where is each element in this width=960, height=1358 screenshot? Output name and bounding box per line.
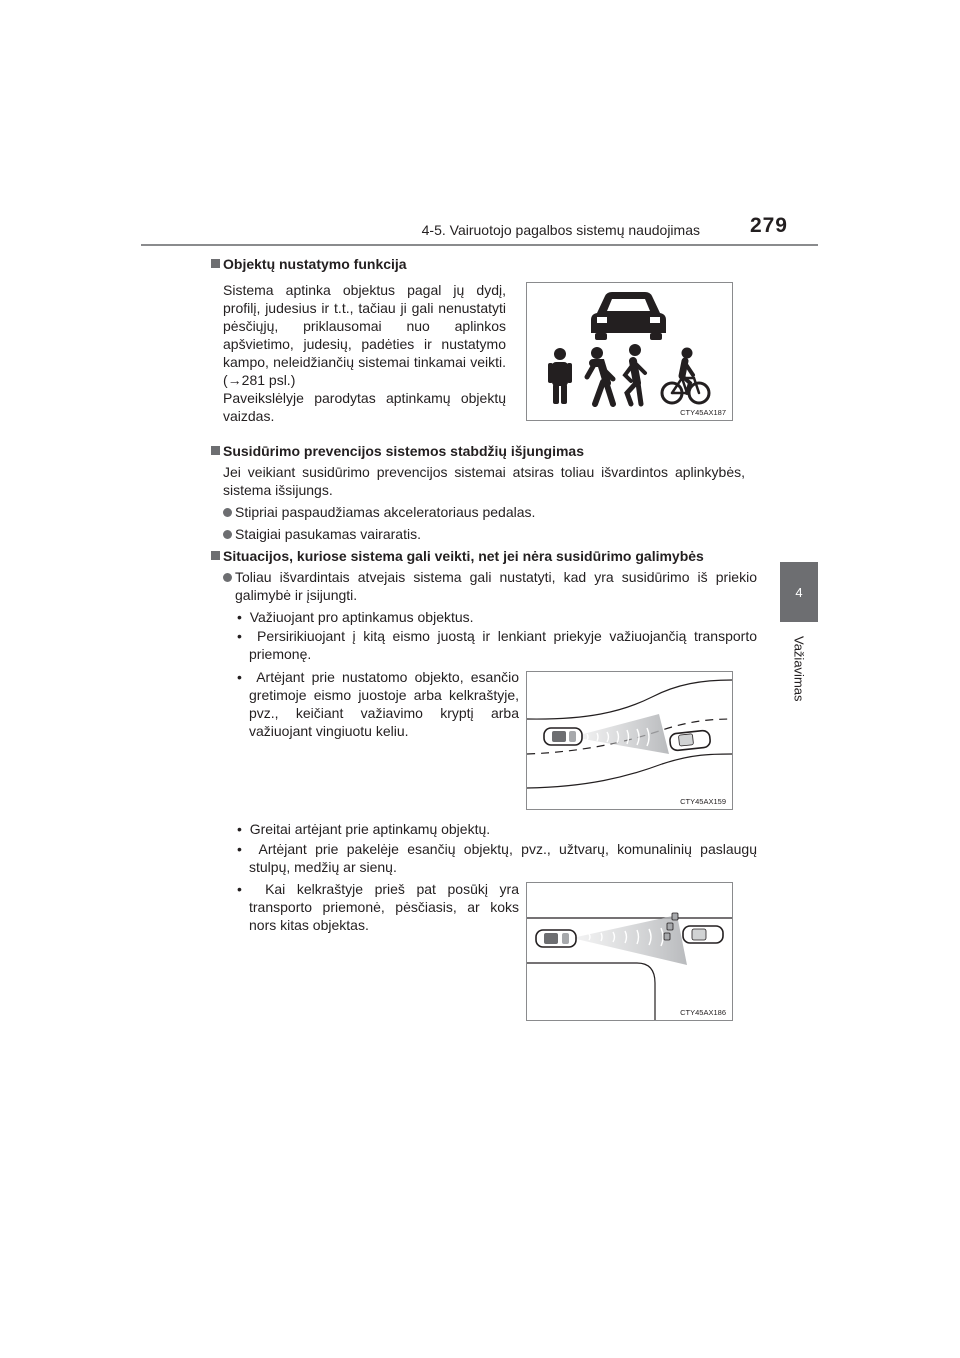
chapter-number: 4 — [795, 584, 803, 600]
sub-list-item — [237, 820, 757, 838]
figure-code: CTY45AX186 — [680, 1008, 726, 1017]
sub-list-item — [237, 840, 757, 876]
detection-description: Sistema aptinka objektus pagal jų dydį, profilį, judesius ir t.t., tačiau ji gali nenustatyti pėsčiųjų, priklausomai nuo aplinkos apšvietimo, judesių, padėties ir nustatymo kampo, neleidžiančių sistemai tinkamai veikti. (→281 psl.) — [223, 282, 506, 388]
figure-turn-with-roadside-object — [526, 882, 733, 1021]
cyclist-icon — [662, 348, 709, 404]
dot-bullet: • — [237, 841, 242, 857]
list-item-text: Stipriai paspaudžiamas akceleratoriaus pedalas. — [235, 504, 536, 520]
list-item — [223, 525, 745, 543]
section-heading-text: Susidūrimo prevencijos sistemos stabdžių išjungimas — [223, 443, 584, 459]
sub-list-item-text: Artėjant prie pakelėje esančių objektų, pvz., užtvarų, komunalinių paslaugų stulpų, medžių ar sienų. — [249, 841, 757, 875]
chapter-tab — [780, 562, 818, 622]
figure-curved-road — [526, 671, 733, 810]
own-vehicle-icon — [536, 930, 576, 947]
car-front-icon — [591, 292, 666, 340]
figure-caption-text: Paveikslėlyje parodytas aptinkamų objektų vaizdas. — [223, 390, 506, 424]
page-number: 279 — [749, 214, 788, 237]
round-bullet-icon — [223, 573, 232, 582]
figure-code: CTY45AX187 — [680, 408, 726, 417]
dot-bullet: • — [237, 628, 242, 644]
pedestrian-walking-icon — [587, 347, 613, 404]
sub-list-item-text: Artėjant prie nustatomo objekto, esančio gretimoje eismo juostoje arba kelkraštyje, pvz., keičiant važiavimo kryptį arba važiuojant vingiuotu keliu. — [249, 669, 519, 739]
figure-code: CTY45AX159 — [680, 797, 726, 806]
header-divider — [141, 244, 818, 246]
sub-list-item-text: Greitai artėjant prie aptinkamų objektų. — [249, 821, 491, 837]
dot-bullet: • — [237, 669, 242, 685]
other-vehicle-icon — [683, 926, 723, 943]
road-edge-bottom — [527, 754, 732, 788]
square-bullet-icon — [211, 446, 220, 455]
turn-illustration — [527, 883, 732, 1020]
sub-list-item — [237, 627, 757, 663]
figure-detectable-objects — [526, 282, 733, 421]
road-corner — [527, 963, 655, 1020]
sub-list-item-text: Kai kelkraštyje prieš pat posūkį yra transporto priemonė, pėsčiasis, ar koks nors kitas objektas. — [249, 881, 520, 933]
sub-list-item — [237, 880, 519, 934]
section-heading-text: Situacijos, kuriose sistema gali veikti, net jei nėra susidūrimo galimybės — [223, 548, 704, 564]
other-vehicle-icon — [669, 730, 711, 751]
dot-bullet: • — [237, 881, 242, 897]
pedestrian-running-icon — [625, 344, 645, 404]
running-header: 4-5. Vairuotojo pagalbos sistemų naudojimas — [421, 222, 700, 238]
brake-cancel-description: Jei veikiant susidūrimo prevencijos sistemai atsiras toliau išvardintos aplinkybės, sistema išsijungs. — [223, 464, 745, 498]
chapter-label: Važiavimas — [791, 636, 807, 702]
road-edge-top — [527, 680, 732, 719]
sub-list-item-text: Važiuojant pro aptinkamus objektus. — [249, 609, 474, 625]
detectable-objects-illustration — [527, 283, 732, 420]
round-bullet-icon — [223, 530, 232, 539]
section-heading-object-detection — [211, 255, 407, 273]
sub-list-item — [237, 608, 757, 626]
section-heading-false-activation — [211, 547, 704, 565]
square-bullet-icon — [211, 551, 220, 560]
dot-bullet: • — [237, 821, 242, 837]
dot-bullet: • — [237, 609, 242, 625]
sub-list-item-text: Persirikiuojant į kitą eismo juostą ir lenkiant priekyje važiuojančią transporto priemonę. — [249, 628, 758, 662]
list-item-text: Staigiai pasukamas vairaratis. — [235, 526, 421, 542]
section-heading-brake-cancel — [211, 442, 584, 460]
round-bullet-icon — [223, 508, 232, 517]
pedestrian-standing-icon — [548, 348, 572, 404]
sub-list-item — [237, 668, 519, 740]
list-item-text: Toliau išvardintais atvejais sistema gali nustatyti, kad yra susidūrimo iš priekio galimybė ir įsijungti. — [235, 569, 757, 603]
own-vehicle-icon — [544, 728, 582, 745]
square-bullet-icon — [211, 259, 220, 268]
curved-road-illustration — [527, 672, 732, 809]
list-item — [223, 568, 757, 604]
list-item — [223, 503, 745, 521]
section-heading-text: Objektų nustatymo funkcija — [223, 256, 407, 272]
